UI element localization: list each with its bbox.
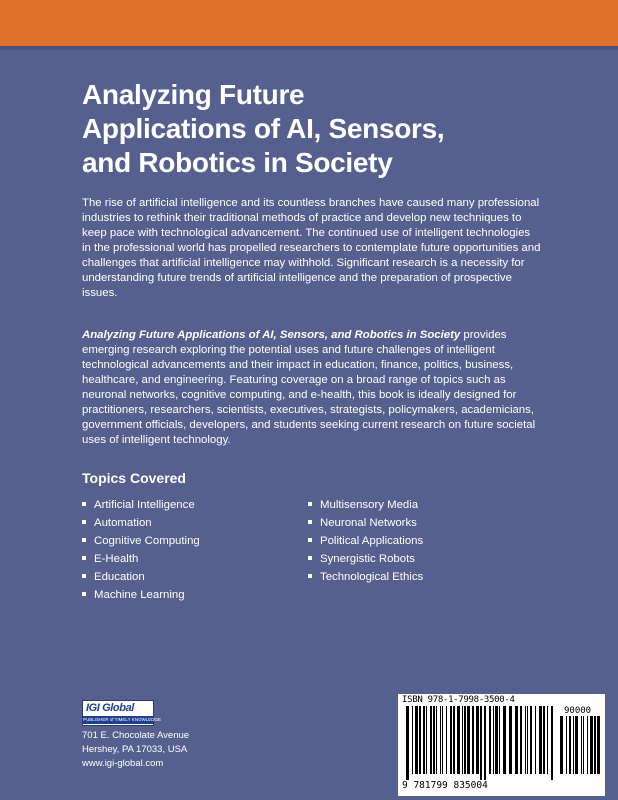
addon-barcode xyxy=(560,716,600,780)
barcode-bar xyxy=(597,716,600,774)
publisher-address xyxy=(82,729,189,771)
barcode-bar xyxy=(442,706,443,774)
barcode-bar xyxy=(566,716,567,774)
barcode-bar xyxy=(493,706,494,774)
barcode-bar xyxy=(480,706,482,780)
igi-global-logo xyxy=(82,700,162,726)
barcode-bar xyxy=(430,706,432,774)
barcode-bar xyxy=(530,706,532,774)
barcode-bar xyxy=(525,706,526,774)
topics-list-column-2 xyxy=(308,496,423,586)
address-line-1: 701 E. Chocolate Avenue xyxy=(82,730,190,741)
barcode-bar xyxy=(495,706,498,774)
barcode-bar xyxy=(594,716,596,774)
title-line-1: Analyzing Future xyxy=(82,79,305,110)
topic-item: Synergistic Robots xyxy=(308,550,423,568)
ean-number: 9 781799 835004 xyxy=(402,780,488,791)
barcode-bar xyxy=(590,716,593,774)
topic-item: E-Health xyxy=(82,550,200,568)
barcode-bar xyxy=(520,706,522,774)
barcode-bar xyxy=(583,716,584,774)
top-orange-band xyxy=(0,0,618,46)
book-title xyxy=(82,78,542,180)
paragraph-2-body: provides emerging research exploring the potential uses and future challenges of intelligent technological advancements and their impact in education, finance, politics, business, healthcare, and engineering. Featuring coverage on a broad range of topics such as neuronal networks, cognitive computing, and e-health, this book is ideally designed for practitioners, researchers, scientists, executives, strategists, policymakers, academicians, government officials, developers, and students seeking current research on future societal uses of intelligent technology. xyxy=(82,329,536,446)
barcode-bar xyxy=(467,706,470,774)
topic-item: Multisensory Media xyxy=(308,496,423,514)
description-paragraph-2 xyxy=(82,328,542,448)
barcode-bar xyxy=(547,706,548,774)
barcode-bar xyxy=(423,706,425,774)
barcode-bar xyxy=(450,706,452,774)
barcode-bar xyxy=(535,706,536,774)
topic-item: Political Applications xyxy=(308,532,423,550)
barcode-bar xyxy=(539,706,542,774)
topic-item: Machine Learning xyxy=(82,586,200,604)
barcode-bar xyxy=(457,706,460,774)
barcode-bar xyxy=(489,706,491,774)
barcode-bar xyxy=(509,706,512,774)
barcode-bar xyxy=(476,706,479,774)
topic-item: Automation xyxy=(82,514,200,532)
barcode-bar xyxy=(436,706,437,774)
barcode-bar xyxy=(587,716,588,774)
ean-barcode xyxy=(406,706,558,780)
topic-item: Education xyxy=(82,568,200,586)
barcode-bar xyxy=(551,706,553,780)
barcode-bar xyxy=(406,706,409,780)
description-paragraph-1: The rise of artificial intelligence and its countless branches have caused many professional industries to rethink their traditional methods of practice and develop new techniques to keep pace with technological advancement. The continued use of intelligent technologies in the professional world has propelled researchers to contemplate future opportunities and challenges that artificial intelligence may withhold. Significant research is a necessity for understanding future trends of artificial intelligence and the preparation of prospective issues. xyxy=(82,197,541,299)
barcode-bar xyxy=(419,706,421,774)
isbn-text: ISBN 978-1-7998-3500-4 xyxy=(402,695,515,705)
barcode-bar xyxy=(426,706,427,774)
title-line-3: and Robotics in Society xyxy=(82,147,393,178)
top-band-shadow xyxy=(0,46,618,50)
barcode-bar xyxy=(440,706,441,774)
logo-text: IGI Global xyxy=(86,702,134,714)
barcode-bar xyxy=(527,706,528,774)
barcode-bar xyxy=(575,716,578,774)
barcode-bar xyxy=(453,706,455,774)
barcode-bar xyxy=(573,716,574,774)
barcode-bar xyxy=(499,706,500,774)
topics-list-column-1 xyxy=(82,496,200,604)
publisher-website: www.igi-global.com xyxy=(82,758,164,769)
logo-tagline: PUBLISHER of TIMELY KNOWLEDGE xyxy=(83,717,162,722)
barcode-bar xyxy=(581,716,582,774)
barcode-bar xyxy=(543,706,545,774)
paragraph-2-book-title: Analyzing Future Applications of AI, Sensors, and Robotics in Society xyxy=(82,329,461,341)
barcode-bar xyxy=(515,706,518,774)
barcode-bar xyxy=(569,716,571,774)
barcode-bar xyxy=(503,706,506,774)
price-addon-number: 90000 xyxy=(564,706,592,716)
topic-item: Neuronal Networks xyxy=(308,514,423,532)
barcode-bar xyxy=(412,706,413,774)
barcode-bar xyxy=(560,716,563,774)
topic-item: Technological Ethics xyxy=(308,568,423,586)
barcode-bar xyxy=(484,706,486,780)
barcode-bar xyxy=(472,706,474,774)
barcode-bar xyxy=(462,706,463,774)
barcode-bar xyxy=(446,706,447,774)
title-line-2: Applications of AI, Sensors, xyxy=(82,113,445,144)
barcode-bar xyxy=(464,706,466,774)
barcode-bar xyxy=(415,706,418,774)
address-line-2: Hershey, PA 17033, USA xyxy=(82,744,188,755)
barcode-bar xyxy=(433,706,435,774)
topic-item: Cognitive Computing xyxy=(82,532,200,550)
topics-heading: Topics Covered xyxy=(82,470,186,486)
topic-item: Artificial Intelligence xyxy=(82,496,200,514)
barcode-box xyxy=(398,694,605,796)
